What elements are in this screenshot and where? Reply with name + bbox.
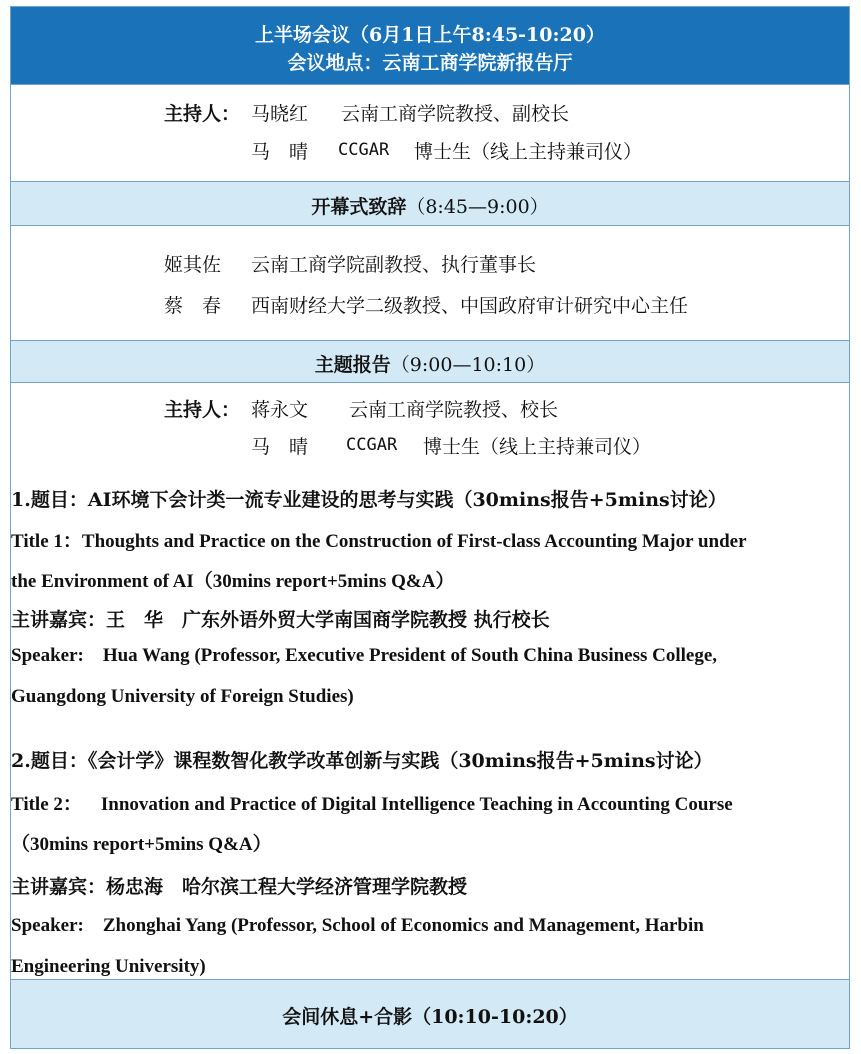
keynote-host-1-title: 云南工商学院教授、校长: [349, 399, 559, 421]
agenda-table: [10, 6, 850, 1049]
keynote-title: 主题报告: [314, 354, 391, 376]
opening-band: [11, 181, 849, 225]
session-header: [11, 7, 849, 84]
session-venue: 会议地点：云南工商学院新报告厅: [287, 52, 573, 74]
keynote-hosts-label: 主持人：: [164, 399, 241, 421]
keynote-host-1-name: 蒋永文: [251, 399, 309, 421]
talk-2-en-title-line1: Title 2： Innovation and Practice of Digital Intelligence Teaching in Accounting Course: [11, 794, 733, 815]
host-2-org: CCGAR: [338, 140, 390, 160]
talk-2-cn-speaker: 主讲嘉宾：杨忠海 哈尔滨工程大学经济管理学院教授: [11, 876, 468, 898]
talk-2-cn-title: 2.题目：《会计学》课程数智化教学改革创新与实践（30mins报告+5mins讨论）: [11, 750, 713, 772]
opening-speaker-2-title: 西南财经大学二级教授、中国政府审计研究中心主任: [251, 295, 689, 317]
keynote-host-2-org: CCGAR: [346, 435, 398, 455]
hosts-section: [11, 84, 849, 181]
session-title: 上半场会议（6月1日上午8:45-10:20）: [255, 24, 605, 46]
hosts-label: 主持人：: [164, 103, 241, 125]
keynote-time: （9:00—10:10）: [390, 354, 546, 376]
talk-1-cn-title: 1.题目：AI环境下会计类一流专业建设的思考与实践（30mins报告+5mins讨论）: [11, 489, 727, 511]
keynote-band: [11, 340, 849, 382]
keynote-content: [11, 382, 849, 979]
opening-speaker-2-name: 蔡 春: [164, 295, 222, 317]
host-1-title: 云南工商学院教授、副校长: [341, 103, 570, 125]
opening-speaker-1-name: 姬其佐: [164, 254, 222, 276]
talk-2-en-speaker-line2: Engineering University): [11, 956, 206, 977]
opening-time: （8:45—9:00）: [406, 196, 549, 218]
talk-1-en-speaker-line2: Guangdong University of Foreign Studies): [11, 686, 354, 707]
keynote-host-2-name: 马 晴: [251, 436, 309, 458]
talk-2-en-title-line2: （30mins report+5mins Q&A）: [11, 834, 272, 855]
host-2-title: 博士生（线上主持兼司仪）: [414, 141, 643, 163]
talk-1-en-speaker-line1: Speaker: Hua Wang (Professor, Executive President of South China Business College,: [11, 645, 718, 666]
opening-title: 开幕式致辞: [311, 196, 407, 218]
keynote-host-2-title: 博士生（线上主持兼司仪）: [423, 436, 652, 458]
break-band: [11, 979, 849, 1048]
talk-1-cn-speaker: 主讲嘉宾：王 华 广东外语外贸大学南国商学院教授 执行校长: [11, 609, 550, 631]
host-2-name: 马 晴: [251, 141, 309, 163]
opening-speaker-1-title: 云南工商学院副教授、执行董事长: [251, 254, 537, 276]
talk-2-en-speaker-line1: Speaker: Zhonghai Yang (Professor, School of Economics and Management, Harbin: [11, 915, 704, 936]
talk-1-en-title-line1: Title 1：Thoughts and Practice on the Construction of First-class Accounting Major under: [11, 531, 747, 552]
opening-speakers: [11, 225, 849, 340]
break-title: 会间休息+合影（10:10-10:20）: [282, 1006, 578, 1028]
talk-1-en-title-line2: the Environment of AI（30mins report+5mins Q&A）: [11, 571, 455, 592]
host-1-name: 马晓红: [251, 103, 309, 125]
